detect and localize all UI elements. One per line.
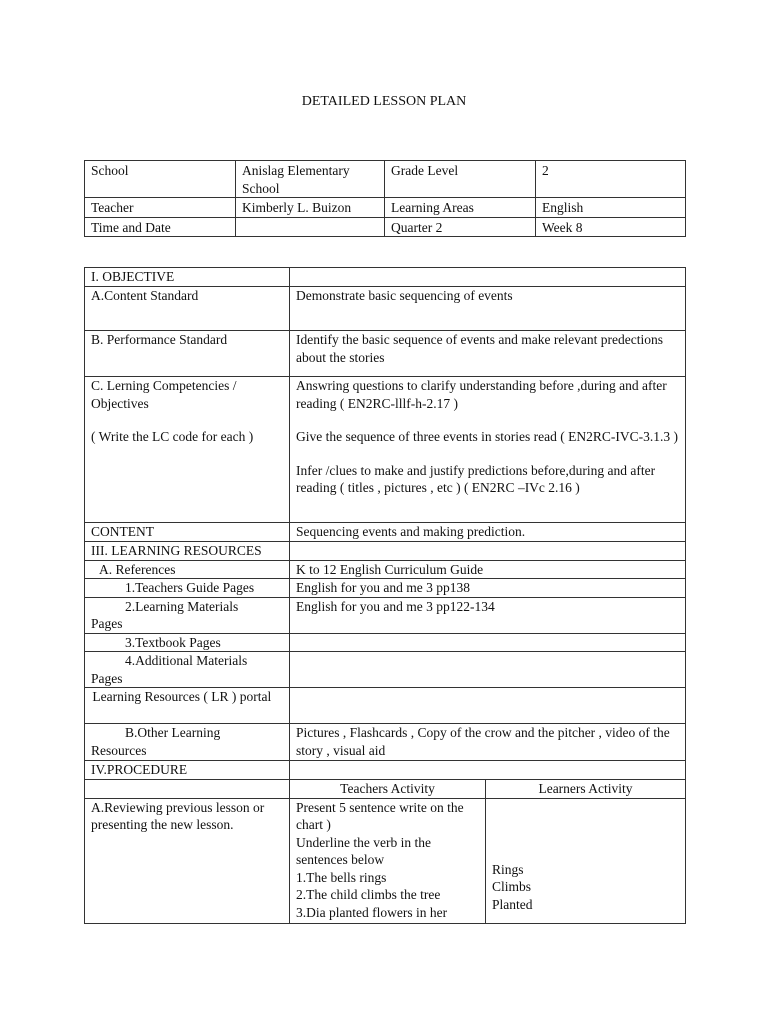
procedure-header: IV.PROCEDURE	[85, 761, 290, 780]
lr-portal-label: Learning Resources ( LR ) portal	[85, 688, 290, 724]
content-row	[85, 523, 686, 542]
procedure-row	[85, 761, 686, 780]
resources-header: III. LEARNING RESOURCES	[85, 542, 290, 561]
textbook-label: 3.Textbook Pages	[125, 634, 221, 650]
competencies-cell	[85, 377, 290, 523]
textbook-value	[290, 633, 686, 652]
performance-standard-label: B. Performance Standard	[85, 331, 290, 377]
resources-empty-cell	[290, 542, 686, 561]
learner-line: Climbs	[492, 879, 532, 894]
content-value: Sequencing events and making prediction.	[290, 523, 686, 542]
objective-header: I. OBJECTIVE	[85, 268, 290, 287]
teacher-line: 1.The bells rings	[296, 869, 387, 885]
teachers-activity-header: Teachers Activity	[290, 779, 486, 798]
content-standard-label: A.Content Standard	[85, 287, 290, 331]
learning-areas-label: Learning Areas	[385, 198, 536, 218]
content-label: CONTENT	[85, 523, 290, 542]
competencies-label: C. Lerning Competencies / Objectives	[91, 378, 237, 411]
learner-activity-cell	[486, 798, 686, 923]
tg-pages-value: English for you and me 3 pp138	[290, 579, 686, 598]
textbook-cell	[85, 633, 290, 652]
additional-label-2: Pages	[91, 670, 123, 686]
learner-line: Planted	[492, 896, 533, 912]
competency-2: Give the sequence of three events in stories read ( EN2RC-IVC-3.1.3 )	[296, 429, 679, 444]
lr-portal-value	[290, 688, 686, 724]
lesson-plan-table	[84, 267, 686, 924]
reviewing-label: A.Reviewing previous lesson or presenting the new lesson.	[85, 798, 290, 923]
other-resources-value: Pictures , Flashcards , Copy of the crow and the pitcher , video of the story , visual aid	[290, 724, 686, 761]
resources-row	[85, 542, 686, 561]
tg-pages-row	[85, 579, 686, 598]
grade-level-value: 2	[536, 161, 686, 198]
other-resources-label-2: Resources	[91, 742, 147, 758]
grade-level-label: Grade Level	[385, 161, 536, 198]
info-row-school	[85, 161, 686, 198]
tg-pages-cell	[85, 579, 290, 598]
content-standard-value: Demonstrate basic sequencing of events	[290, 287, 686, 331]
time-date-value	[236, 217, 385, 237]
lr-portal-row	[85, 688, 686, 724]
lm-pages-value: English for you and me 3 pp122-134	[290, 597, 686, 633]
school-value: Anislag Elementary School	[236, 161, 385, 198]
info-row-time	[85, 217, 686, 237]
lm-pages-label-2: Pages	[91, 616, 123, 631]
competencies-note: ( Write the LC code for each )	[91, 429, 254, 444]
objective-empty-cell	[290, 268, 686, 287]
textbook-row	[85, 633, 686, 652]
learner-line: Rings	[492, 861, 524, 877]
teacher-value: Kimberly L. Buizon	[236, 198, 385, 218]
procedure-empty-cell	[290, 761, 686, 780]
teacher-line: 3.Dia planted flowers in her	[296, 904, 448, 920]
school-info-table	[84, 160, 686, 237]
additional-cell	[85, 652, 290, 688]
additional-value	[290, 652, 686, 688]
competency-3: Infer /clues to make and justify predictions before,during and after reading ( titles , pictures , etc ) ( EN2RC –IVc 2.16 )	[296, 462, 656, 495]
additional-row	[85, 652, 686, 688]
teacher-line: Underline the verb in the sentences below	[296, 834, 431, 867]
other-resources-label-1: B.Other Learning	[125, 725, 221, 740]
performance-standard-value: Identify the basic sequence of events and make relevant predections about the stories	[290, 331, 686, 377]
additional-label-1: 4.Additional Materials	[125, 653, 248, 668]
learning-areas-value: English	[536, 198, 686, 218]
references-row	[85, 560, 686, 579]
competency-1: Answring questions to clarify understanding before ,during and after reading ( EN2RC-lllf-h-2.17 )	[296, 378, 667, 411]
activity-header-empty	[85, 779, 290, 798]
references-value: K to 12 English Curriculum Guide	[290, 560, 686, 579]
info-row-teacher	[85, 198, 686, 218]
quarter-value: Quarter 2	[385, 217, 536, 237]
content-standard-row	[85, 287, 686, 331]
other-resources-cell	[85, 724, 290, 761]
competencies-row	[85, 377, 686, 523]
references-cell	[85, 560, 290, 579]
reviewing-row	[85, 798, 686, 923]
competencies-values	[290, 377, 686, 523]
references-label: A. References	[99, 561, 176, 577]
school-label: School	[85, 161, 236, 198]
tg-pages-label: 1.Teachers Guide Pages	[125, 580, 255, 595]
teacher-line: Present 5 sentence write on the chart )	[296, 799, 464, 832]
learners-activity-header: Learners Activity	[486, 779, 686, 798]
time-date-label: Time and Date	[85, 217, 236, 237]
lm-pages-row	[85, 597, 686, 633]
teacher-label: Teacher	[85, 198, 236, 218]
other-resources-row	[85, 724, 686, 761]
lm-pages-label-1: 2.Learning Materials	[125, 598, 239, 614]
lm-pages-cell	[85, 597, 290, 633]
objective-row	[85, 268, 686, 287]
teacher-activity-cell	[290, 798, 486, 923]
teacher-line: 2.The child climbs the tree	[296, 887, 441, 902]
week-value: Week 8	[536, 217, 686, 237]
activity-header-row	[85, 779, 686, 798]
document-title: DETAILED LESSON PLAN	[301, 94, 467, 109]
performance-standard-row	[85, 331, 686, 377]
